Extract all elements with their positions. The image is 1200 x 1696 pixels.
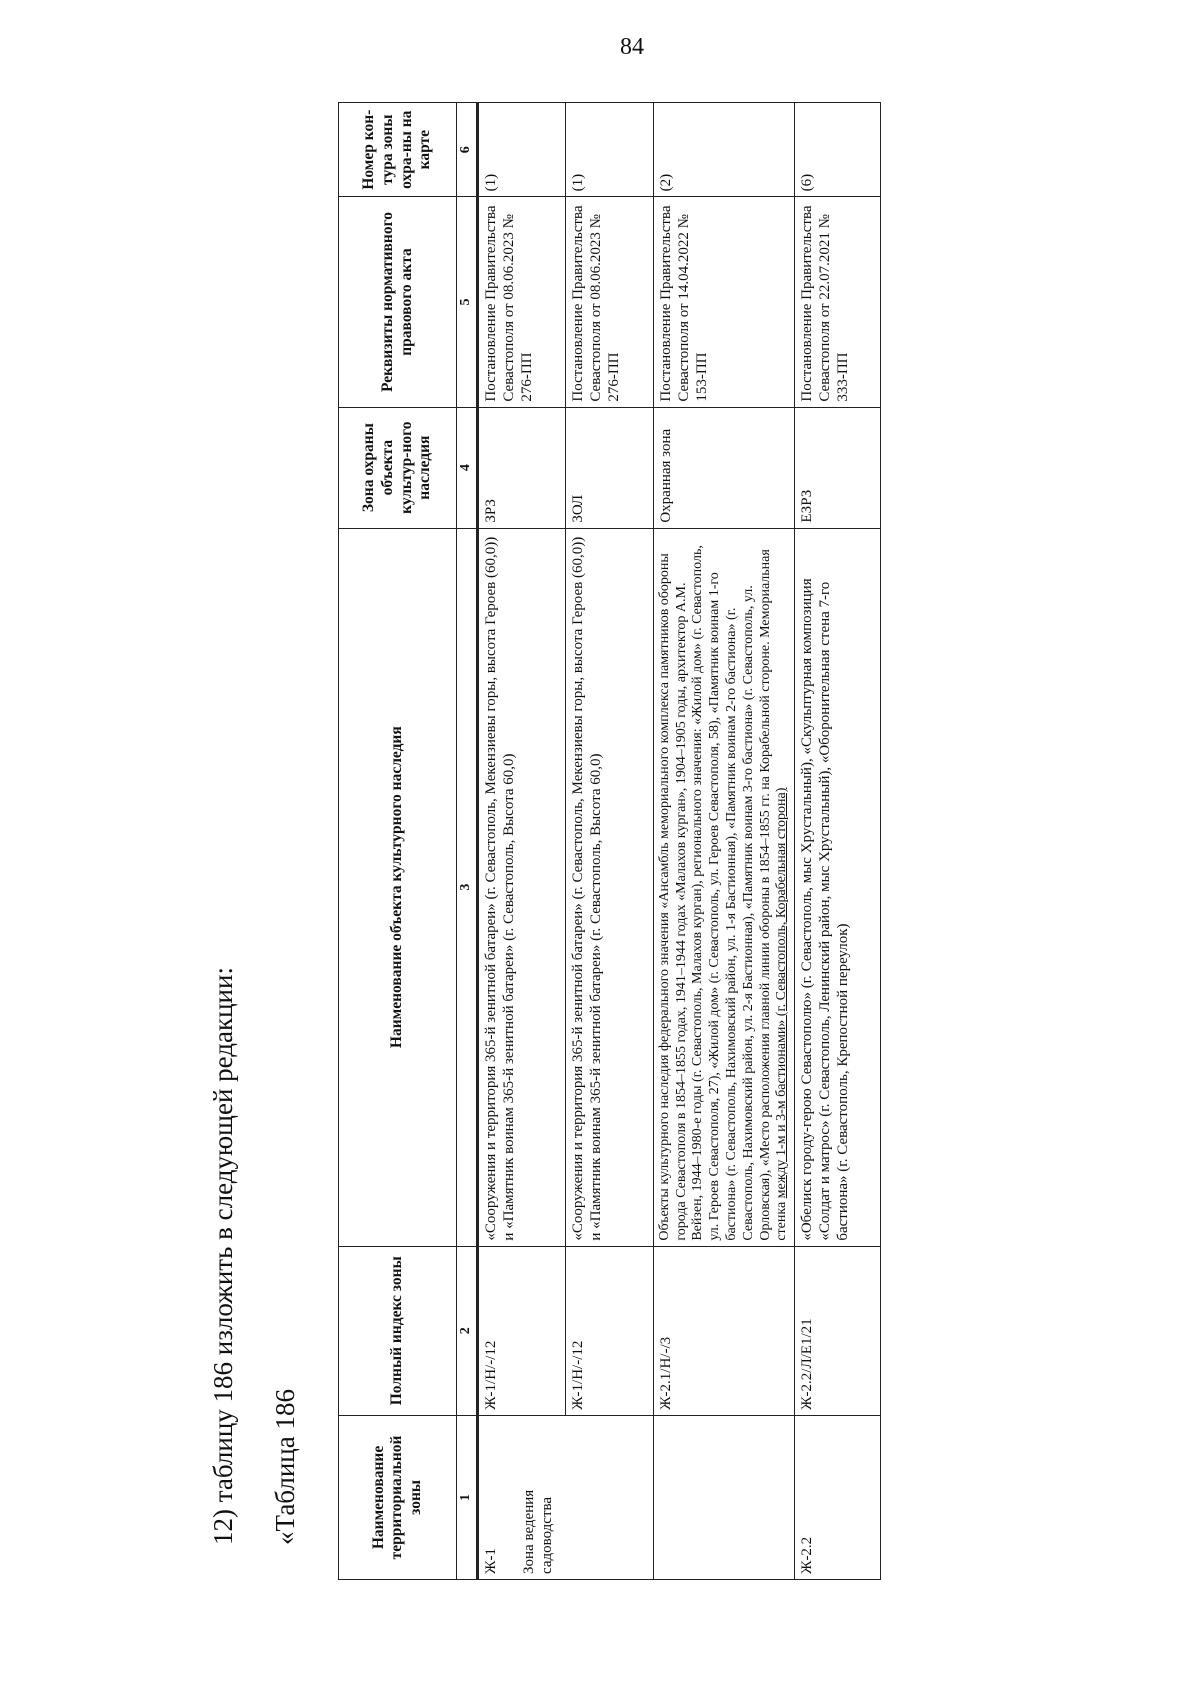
intro-text: 12) таблицу 186 изложить в следующей редакции: xyxy=(208,967,238,1545)
column-numbers-row xyxy=(457,103,478,1580)
legal-act: Постановление Правительства Севастополя от 08.06.2023 № 276-ПП xyxy=(477,197,565,407)
zones-table xyxy=(338,102,881,1580)
contour-number: (1) xyxy=(477,103,565,197)
table-row xyxy=(795,103,881,1580)
header-legal-act: Реквизиты нормативного правового акта xyxy=(339,197,457,407)
heritage-object xyxy=(653,528,794,1246)
protection-zone: ЗРЗ xyxy=(477,407,565,528)
zone-index: Ж-2.2/Л/Е1/21 xyxy=(795,1246,881,1415)
page-number: 84 xyxy=(620,34,644,60)
heritage-object: «Сооружения и территория 365-й зенитной батареи» (г. Севастополь, Мекензиевы горы, высота Героев (60,0)) и «Памятник воинам 365-й зенитной батареи» (г. Севастополь, Высота 60,0) xyxy=(565,528,653,1246)
heritage-object-text: Объекты культурного наследия федерального значения «Ансамбль мемориального комплекса памятников обороны города Севастополя в 1854–1855 годах, 1941–1944 годах «Малахов курган», 1904–1905 годы, архитектор А.М. Вейзен, 1944–1980-е годы (г. Севастополь, Малахов курган), регионального значения: «Жилой дом» (г. Севастополь, ул. Героев Севастополя, 27), «Жилой дом» (г. Севастополь, ул. Героев Севастополя, 58), «Памятник воинам 1-го бастиона» (г. Севастополь, Нахимовский район, ул. 1-я Бастионная), «Памятник воинам 2-го бастиона» (г. Севастополь, Нахимовский район, ул. 2-я Бастионная), «Памятник воинам 3-го бастиона» (г. Севастополь, ул. Орловская), «Место расположения главной линии обороны в 1854–1855 гг. на Корабельной стороне. Мемориальная стенка xyxy=(656,545,790,1241)
legal-act: Постановление Правительства Севастополя от 08.06.2023 № 276-ПП xyxy=(565,197,653,407)
zone-index: Ж-1/Н/-/12 xyxy=(565,1246,653,1415)
header-row xyxy=(339,103,457,1580)
protection-zone: Охранная зона xyxy=(653,407,794,528)
table-row xyxy=(653,103,794,1580)
contour-number: (6) xyxy=(795,103,881,197)
header-zone-name: Наименование территориальной зоны xyxy=(339,1415,457,1579)
table-row xyxy=(477,103,565,1580)
column-number: 2 xyxy=(457,1246,478,1415)
header-contour-number: Номер кон-тура зоны охра-ны на карте xyxy=(339,103,457,197)
column-number: 1 xyxy=(457,1415,478,1579)
zone-name-cell xyxy=(795,1415,881,1579)
table-caption: «Таблица 186 xyxy=(270,1389,300,1545)
heritage-object: «Обелиск городу-герою Севастополю» (г. Севастополь, мыс Хрустальный), «Скульптурная композиция «Солдат и матрос» (г. Севастополь, Ленинский район, мыс Хрустальный), «Оборонительная стена 7-го бастиона» (г. Севастополь, Крепостной переулок) xyxy=(795,528,881,1246)
legal-act: Постановление Правительства Севастополя от 14.04.2022 № 153-ПП xyxy=(653,197,794,407)
header-heritage-object: Наименование объекта культурного наследия xyxy=(339,528,457,1246)
protection-zone: ЗОЛ xyxy=(565,407,653,528)
zone-index: Ж-1/Н/-/12 xyxy=(477,1246,565,1415)
rotated-content xyxy=(0,90,1090,1690)
zone-code: Ж-2.2 xyxy=(799,1536,816,1574)
column-number: 3 xyxy=(457,528,478,1246)
table-row xyxy=(565,103,653,1580)
legal-act: Постановление Правительства Севастополя от 22.07.2021 № 333-ПП xyxy=(795,197,881,407)
zone-name: Зона ведения садоводства xyxy=(520,1489,555,1574)
zone-name-cell xyxy=(477,1415,653,1579)
zone-index: Ж-2.1/Н/-/3 xyxy=(653,1246,794,1415)
zone-code: Ж-1 xyxy=(482,1548,499,1574)
header-protection-zone: Зона охраны объекта культур-ного наследия xyxy=(339,407,457,528)
column-number: 5 xyxy=(457,197,478,407)
contour-number: (1) xyxy=(565,103,653,197)
column-number: 6 xyxy=(457,103,478,197)
protection-zone: ЕЗРЗ xyxy=(795,407,881,528)
header-zone-index: Полный индекс зоны xyxy=(339,1246,457,1415)
column-number: 4 xyxy=(457,407,478,528)
zone-name-cell xyxy=(653,1415,794,1579)
contour-number: (2) xyxy=(653,103,794,197)
heritage-object: «Сооружения и территория 365-й зенитной батареи» (г. Севастополь, Мекензиевы горы, высота Героев (60,0)) и «Памятник воинам 365-й зенитной батареи» (г. Севастополь, Высота 60,0) xyxy=(477,528,565,1246)
heritage-object-underlined: между 1-м и 3-м бастионами» (г. Севастополь, Корабельная сторона) xyxy=(774,787,790,1199)
